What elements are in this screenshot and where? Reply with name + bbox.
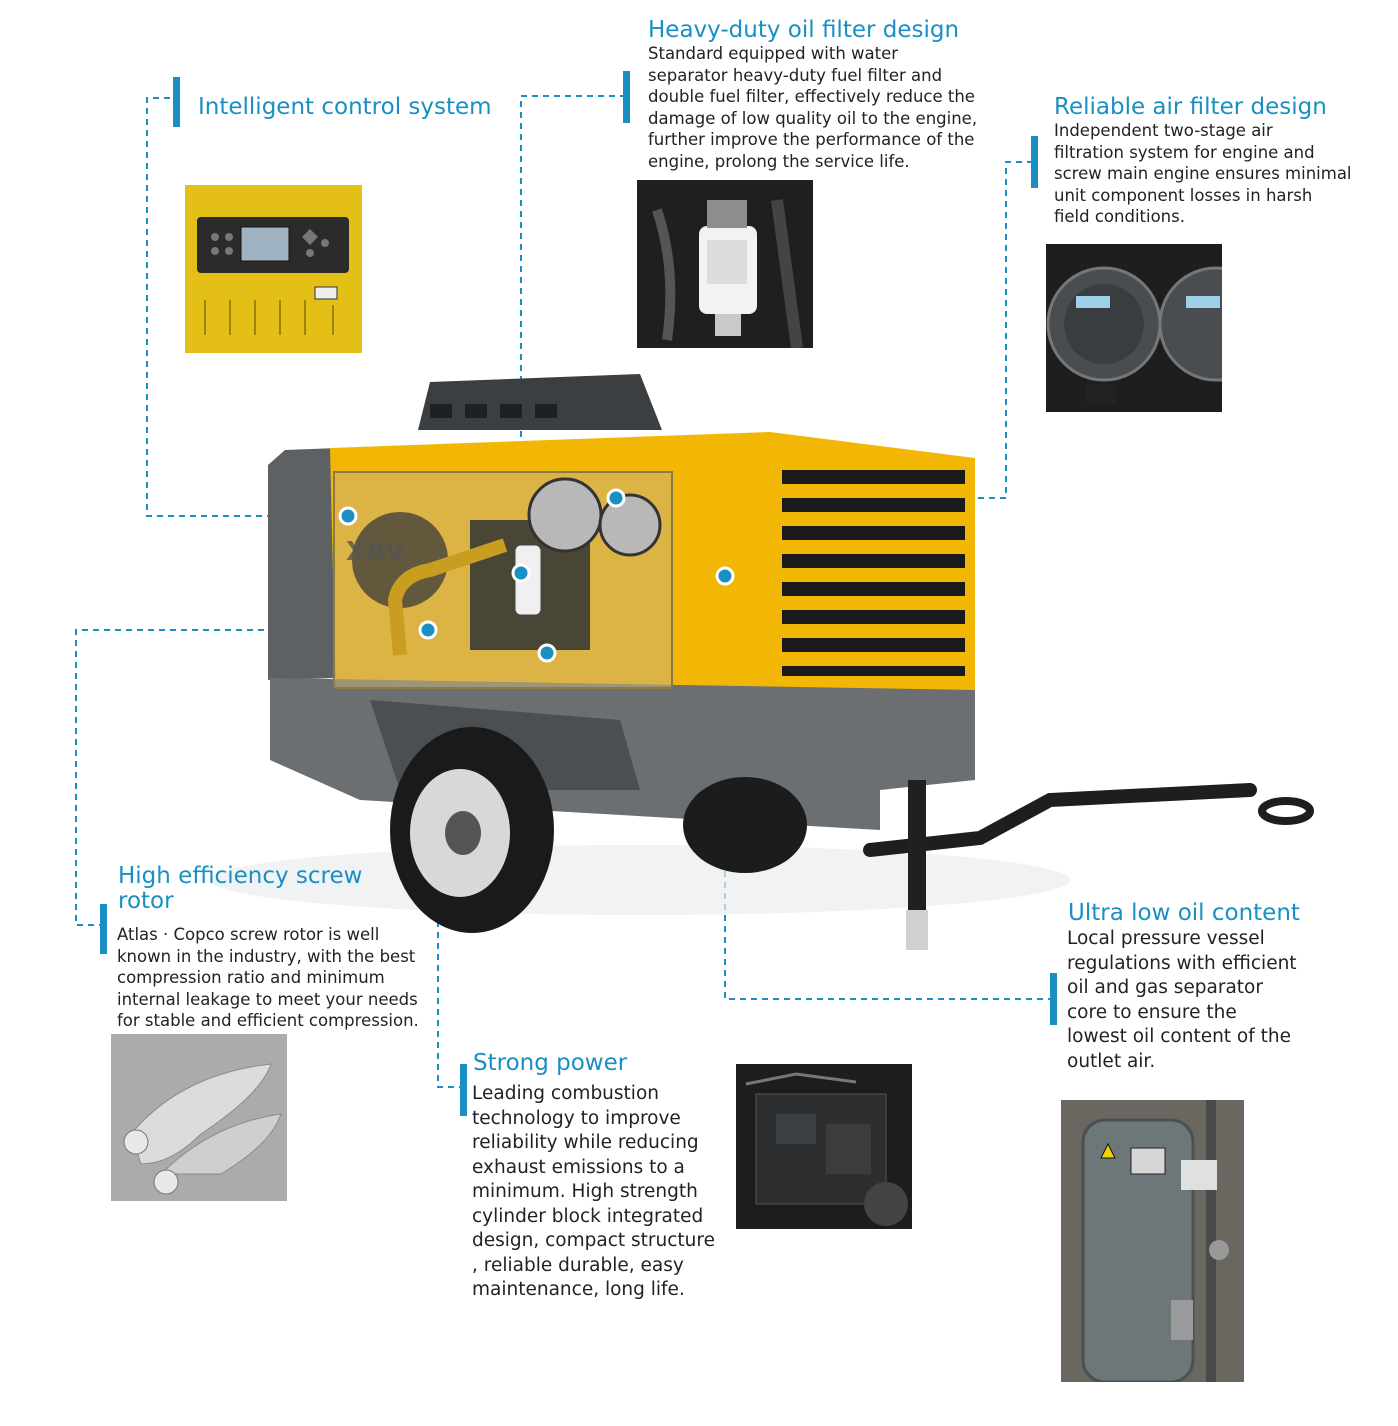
accent-bar — [100, 904, 107, 954]
accent-bar — [173, 77, 180, 127]
oil-filter-photo — [637, 180, 813, 348]
control-panel-photo — [185, 185, 362, 353]
accent-bar — [1031, 136, 1038, 188]
feature-description-screw-rotor: Atlas · Copco screw rotor is well known in the industry, with the best compression ratio and minimum internal leakage to meet your needs for stable and efficient compression. — [117, 925, 419, 1030]
accent-bar — [460, 1064, 467, 1116]
feature-description-air-filter: Independent two-stage air filtration system for engine and screw main engine ensures minimal unit component losses in harsh field conditions. — [1054, 121, 1352, 226]
svg-text:XAV: XAV — [346, 537, 405, 567]
feature-title-air-filter: Reliable air filter design — [1054, 94, 1327, 120]
feature-title-low-oil: Ultra low oil content — [1068, 900, 1300, 926]
oil-separator-photo — [1061, 1100, 1244, 1382]
accent-bar — [1050, 973, 1057, 1025]
feature-description-oil-filter: Standard equipped with water separator heavy-duty fuel filter and double fuel filter, effectively reduce the damage of low quality oil to the engine, further improve the performance of the engine, prolong the service life. — [648, 44, 978, 171]
air-filter-photo — [1046, 244, 1222, 412]
accent-bar — [623, 71, 630, 123]
feature-description-low-oil: Local pressure vessel regulations with efficient oil and gas separator core to ensure the lowest oil content of the outlet air. — [1067, 928, 1297, 1072]
engine-photo — [736, 1064, 912, 1229]
feature-description-strong-power: Leading combustion technology to improve reliability while reducing exhaust emissions to a minimum. High strength cylinder block integrated design, compact structure , reliable durable, easy maintenance, long life. — [472, 1083, 715, 1300]
feature-title-oil-filter: Heavy-duty oil filter design — [648, 17, 960, 43]
feature-title-intelligent-control: Intelligent control system — [198, 94, 492, 120]
feature-title-screw-rotor: High efficiency screw rotor — [118, 863, 363, 914]
feature-title-strong-power: Strong power — [473, 1050, 628, 1076]
screw-rotor-photo — [111, 1034, 287, 1201]
